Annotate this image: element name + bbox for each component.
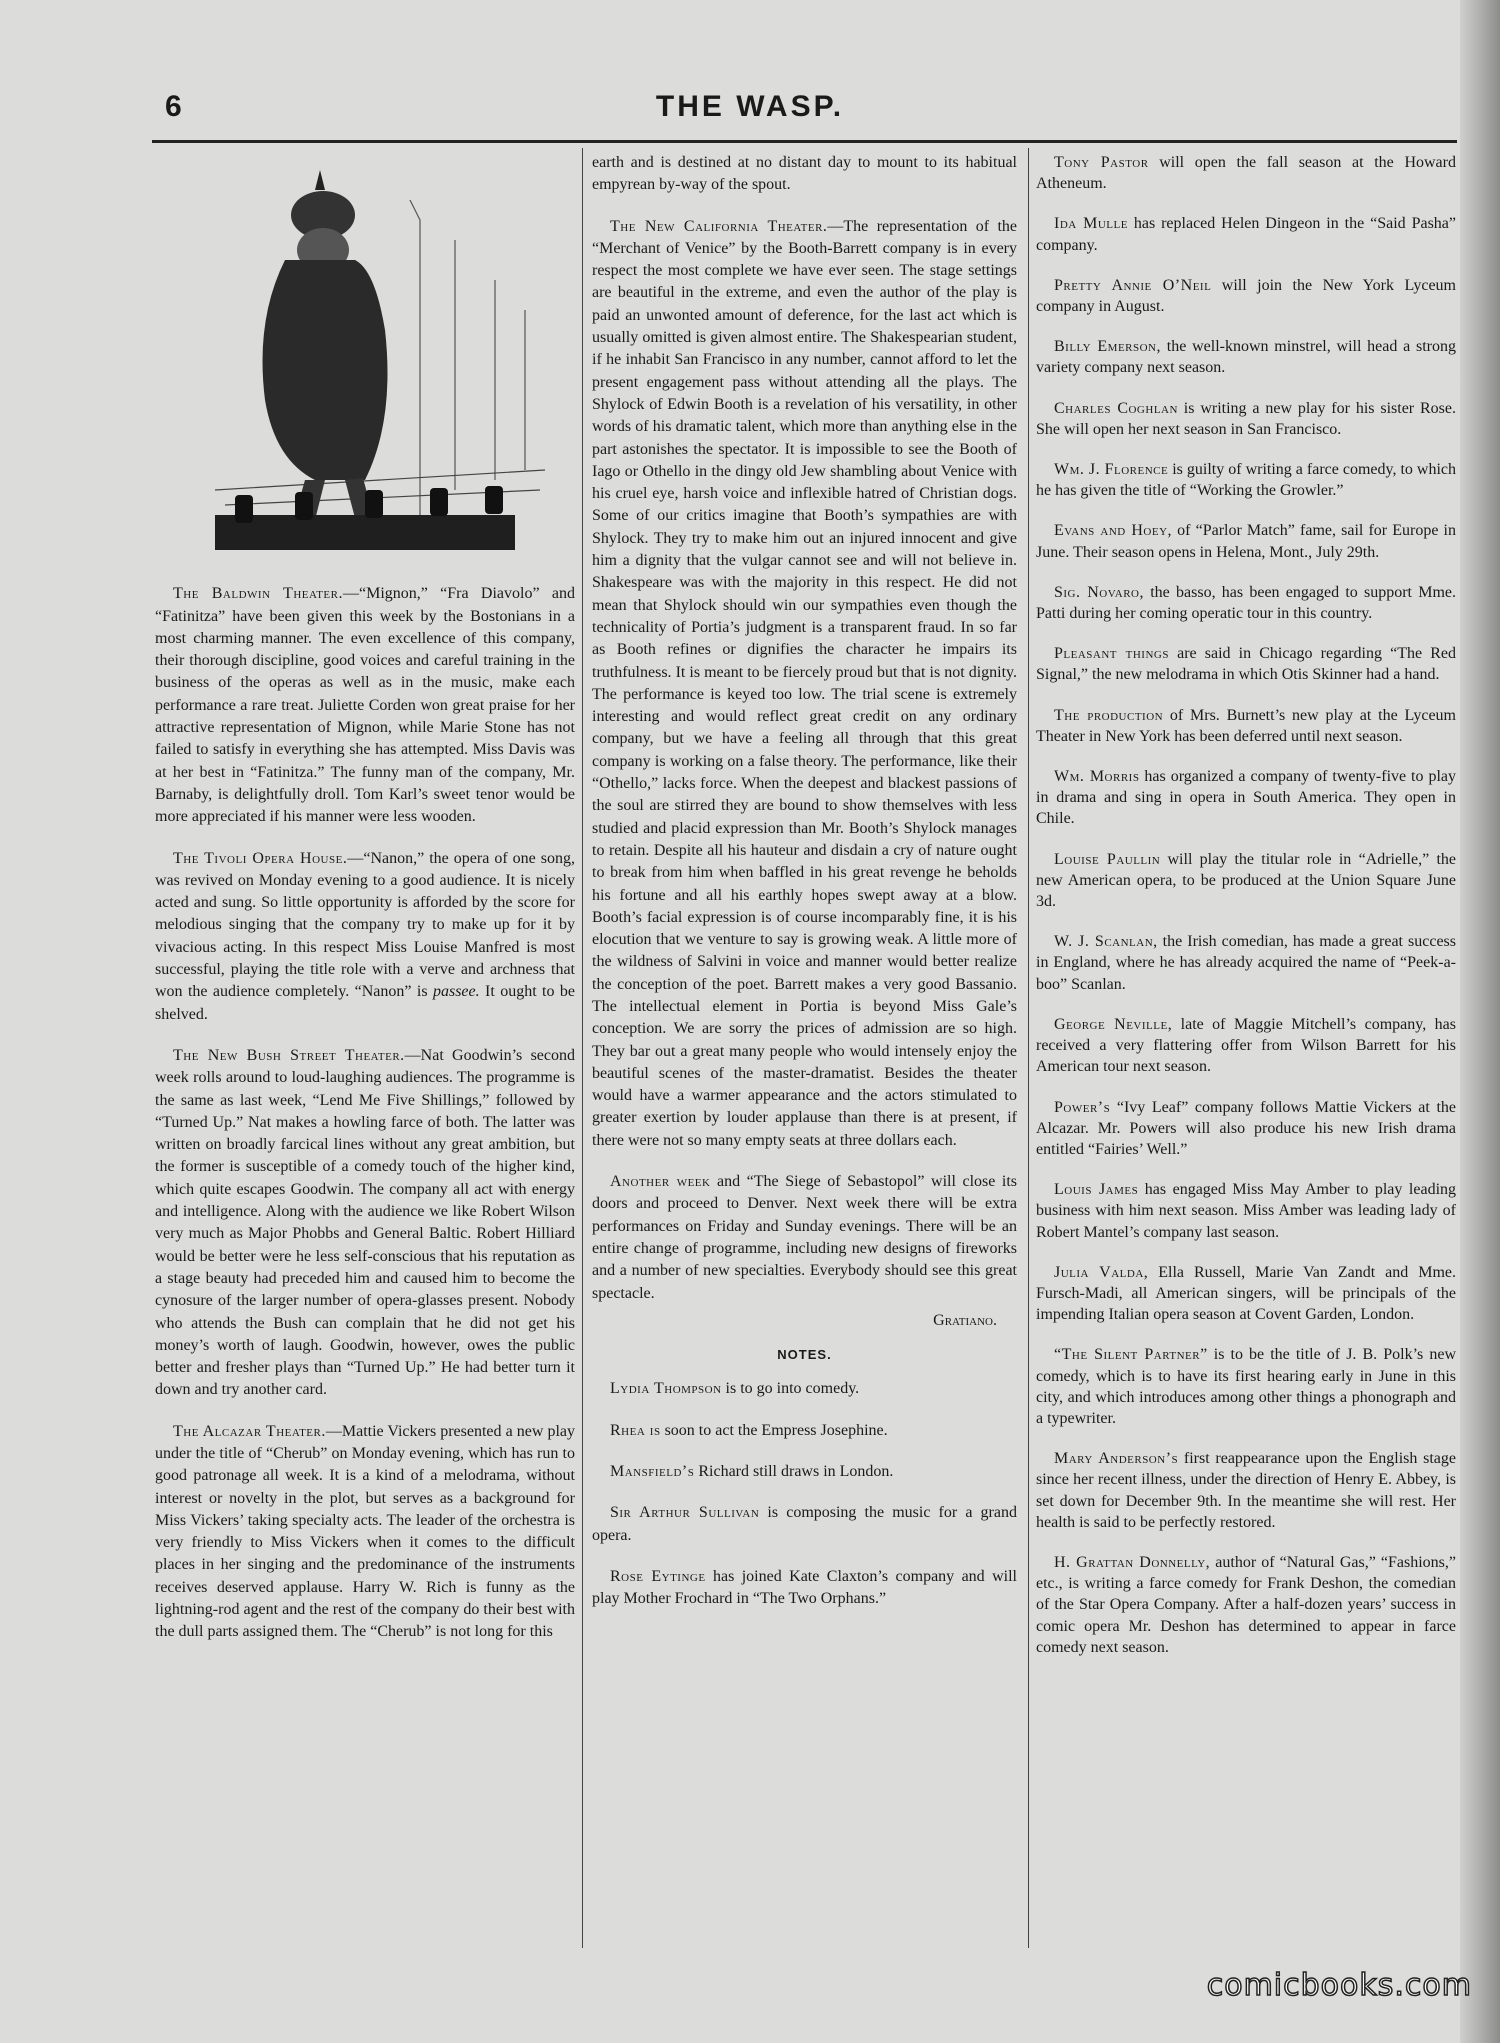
- illustration-shylock-figure: [195, 160, 565, 560]
- column-1: [155, 152, 575, 1663]
- page-number: 6: [165, 90, 182, 123]
- note-item: Pleasant things are said in Chicago regarding “The Red Signal,” the new melodrama in which Otis Skinner had a hand.: [1036, 645, 1456, 684]
- note-item: Mansfield’s Richard still draws in London.: [610, 1463, 894, 1481]
- bush-street-review: The New Bush Street Theater.—Nat Goodwin’s second week rolls around to loud-laughing audiences. The programme is the same as last week, “Lend Me Five Shillings,” followed by “Turned Up.” Nat makes a howling farce of both. The latter was written on broadly farcical lines without any great ambition, but the former is susceptible of a comedy touch of the higher kind, which quite escapes Goodwin. The company all act with energy and intelligence. Along with the audience we like Robert Wilson very much as Major Phobbs and General Baltic. Robert Hilliard would be better were he less self-conscious that his reputation as a stage beauty had preceded him and caused him to become the cynosure of the larger number of opera-glasses present. Nobody who attends the Bush can complain that he did not get his money’s worth of laugh. Goodwin, however, owes the public better and fresher plays than “Turned Up.” He had better turn it down and try another card.: [155, 1046, 575, 1399]
- header-rule: [152, 140, 1457, 143]
- note-item: Louis James has engaged Miss May Amber to play leading business with him next season. Miss Amber was leading lady of Robert Mantel’s company last season.: [1036, 1181, 1457, 1241]
- note-item: Rose Eytinge has joined Kate Claxton’s company and will play Mother Frochard in “The Two Orphans.”: [592, 1567, 1017, 1608]
- note-item: Ida Mulle has replaced Helen Dingeon in the “Said Pasha” company.: [1036, 215, 1456, 254]
- note-item: Louise Paullin will play the titular role in “Adrielle,” the new American opera, to be produced at the Union Square June 3d.: [1036, 850, 1456, 911]
- sebastopol-note: Another week and “The Siege of Sebastopol” will close its doors and proceed to Denver. Next week there will be extra performances on Friday and Sunday evenings. There will be an entire change of programme, including new designs of fireworks and a number of new specialties. Everybody should see this great spectacle.: [592, 1173, 1018, 1302]
- note-item: Lydia Thompson is to go into comedy.: [610, 1380, 860, 1398]
- note-item: George Neville, late of Maggie Mitchell’s company, has received a very flattering offer from Wilson Barrett for his American tour next season.: [1036, 1015, 1456, 1076]
- tivoli-opera-review: The Tivoli Opera House.—“Nanon,” the opera of one song, was revived on Monday evening to a good audience. It is nicely acted and sung. So little opportunity is afforded by the score for melodious singing that the company try to make up for it by vivacious acting. In this respect Miss Louise Manfred is most successful, playing the title role with a verve and archness that won the audience completely. “Nanon” is passee. It ought to be shelved.: [155, 849, 576, 1023]
- column-3: [1036, 152, 1456, 1677]
- note-item: Charles Coghlan is writing a new play for his sister Rose. She will open her next season in San Francisco.: [1036, 399, 1456, 438]
- author-signature: Gratiano.: [933, 1311, 997, 1329]
- note-item: W. J. Scanlan, the Irish comedian, has made a great success in England, where he has already acquired the name of “Peek-a-boo” Scanlan.: [1036, 933, 1457, 993]
- note-item: Sig. Novaro, the basso, has been engaged to support Mme. Patti during her coming operatic tour in this country.: [1036, 583, 1457, 623]
- note-item: Rhea is soon to act the Empress Josephine.: [610, 1421, 888, 1439]
- notes-heading: NOTES.: [777, 1347, 832, 1363]
- note-item: The production of Mrs. Burnett’s new play at the Lyceum Theater in New York has been deferred until next season.: [1036, 706, 1456, 745]
- column-rule-1: [582, 148, 583, 1948]
- california-theater-review: The New California Theater.—The representation of the “Merchant of Venice” by the Booth-Barrett company is in every respect the most complete we have ever seen. The stage settings are beautiful in the extreme, and even the author of the play is paid an unwonted amount of deference, for the last act which is usually omitted is given almost entire. The Shakespearian student, if he inhabit San Francisco in any number, cannot afford to let the present engagement pass without attending all the plays. The Shylock of Edwin Booth is a revelation of his versatility, in other words of his dramatic talent, which more than anything else in the part astonishes the spectator. It is impossible to see the Booth of Iago or Othello in the dingy old Jew shambling about Venice with his cruel eye, harsh voice and inflexible hatred of Christian dogs. Some of our critics imagine that Booth’s sympathies are with Shylock. They try to make him out an injured innocent and give him a dignity that the vulgar cannot see and will not believe in. Shakespeare was with the majority in this respect. He did not mean that Shylock should win our sympathies even though the technicality of Portia’s judgment is a transparent fraud. In so far as Booth refines or dignifies the character he impairs its truthfulness. It is meant to be fiercely proud but that is not dignity. The performance is keyed too low. The trial scene is extremely interesting and would reflect great credit on any ordinary company, but we have a feeling all through that this great company is working on a false theory. The performance, like their “Othello,” lacks force. When the deepest and blackest passions of the soul are stirred they are bound to show themselves with less studied and placid expression than Mr. Booth’s Shylock manages to retain. Despite all his hauteur and disdain a cry of nature ought to break from him when baffled in his great revenge he beholds his fortune and all his earthly hopes swept away at a blow. Booth’s facial expression is of course incomparably fine, it is his elocution that we venture to say is growing weak. A little more of the wildness of Salvini in voice and manner would better realize the conception of the poet. Barrett makes a very good Bassanio. The intellectual element in Portia is beyond Miss Gale’s conception. We are sorry the prices of admission are so high. They bar out a great many people who would intensely enjoy the beautiful scenes of the master-dramatist. Besides the theater would have a warmer appearance and the actors stimulated to greater exertion by louder applause than there is at present, if there were not so many empty seats at three dollars each.: [592, 217, 1017, 1149]
- note-item: Sir Arthur Sullivan is composing the music for a grand opera.: [592, 1504, 1017, 1544]
- note-item: Wm. J. Florence is guilty of writing a farce comedy, to which he has given the title of “Working the Growler.”: [1036, 461, 1457, 500]
- site-watermark: comicbooks.com: [1206, 1968, 1472, 2003]
- alcazar-continued: earth and is destined at no distant day to mount to its habitual empyrean by-way of the spout.: [592, 154, 1017, 194]
- page-binding-shadow: [1460, 0, 1500, 2043]
- masthead-title: THE WASP.: [655, 90, 845, 123]
- column-2: [592, 152, 1017, 1630]
- column-rule-2: [1028, 148, 1029, 1948]
- note-item: Wm. Morris has organized a company of twenty-five to play in drama and sing in opera in South America. They open in Chile.: [1036, 768, 1457, 828]
- note-item: Evans and Hoey, of “Parlor Match” fame, sail for Europe in June. Their season opens in Helena, Mont., July 29th.: [1036, 522, 1456, 561]
- note-item: Mary Anderson’s first reappearance upon the English stage since her recent illness, under the direction of Henry E. Abbey, is set down for December 9th. In the meantime she will rest. Her health is said to be perfectly restored.: [1036, 1450, 1457, 1531]
- note-item: Pretty Annie O’Neil will join the New York Lyceum company in August.: [1036, 276, 1456, 316]
- alcazar-review: The Alcazar Theater.—Mattie Vickers presented a new play under the title of “Cherub” on Monday evening, which has run to good patronage all week. It is a kind of a melodrama, without interest or novelty in the plot, but serves as a background for Miss Vickers’ taking specialty acts. The leader of the orchestra is very friendly to Miss Vickers when it comes to the difficult places in her singing and the predominance of the instruments receives deserved applause. Harry W. Rich is funny as the lightning-rod agent and the rest of the company do their best with the dull parts assigned them. The “Cherub” is not long for this: [155, 1422, 575, 1641]
- note-item: “The Silent Partner” is to be the title of J. B. Polk’s new comedy, which is to have its first hearing early in June in this city, and which introduces among other things a phonograph and a typewriter.: [1036, 1346, 1457, 1427]
- baldwin-theater-review: The Baldwin Theater.—“Mignon,” “Fra Diavolo” and “Fatinitza” have been given this week by the Bostonians in a most charming manner. The even excellence of this company, their thorough discipline, good voices and careful training in the business of the operas as well as in the music, make each performance a rare treat. Juliette Corden won great praise for her attractive representation of Mignon, while Marie Stone has not failed to satisfy in everything she has attempted. Miss Davis was at her best in “Fatinitza.” The funny man of the company, Mr. Barnaby, is delightfully droll. Tom Karl’s sweet tenor would be more appreciated if his manner were less wooden.: [155, 585, 575, 826]
- note-item: Julia Valda, Ella Russell, Marie Van Zandt and Mme. Fursch-Madi, all American singers, will be principals of the impending Italian opera season at Covent Garden, London.: [1036, 1263, 1456, 1324]
- note-item: Tony Pastor will open the fall season at the Howard Atheneum.: [1036, 154, 1456, 193]
- note-item: Billy Emerson, the well-known minstrel, will head a strong variety company next season.: [1036, 338, 1457, 377]
- note-item: Power’s “Ivy Leaf” company follows Mattie Vickers at the Alcazar. Mr. Powers will also produce his new Irish drama entitled “Fairies’ Well.”: [1036, 1098, 1456, 1158]
- note-item: H. Grattan Donnelly, author of “Natural Gas,” “Fashions,” etc., is writing a farce comedy for Frank Deshon, the comedian of the Star Opera Company. After a half-dozen years’ success in comic opera Mr. Deshon has determined to appear in farce comedy next season.: [1036, 1553, 1456, 1656]
